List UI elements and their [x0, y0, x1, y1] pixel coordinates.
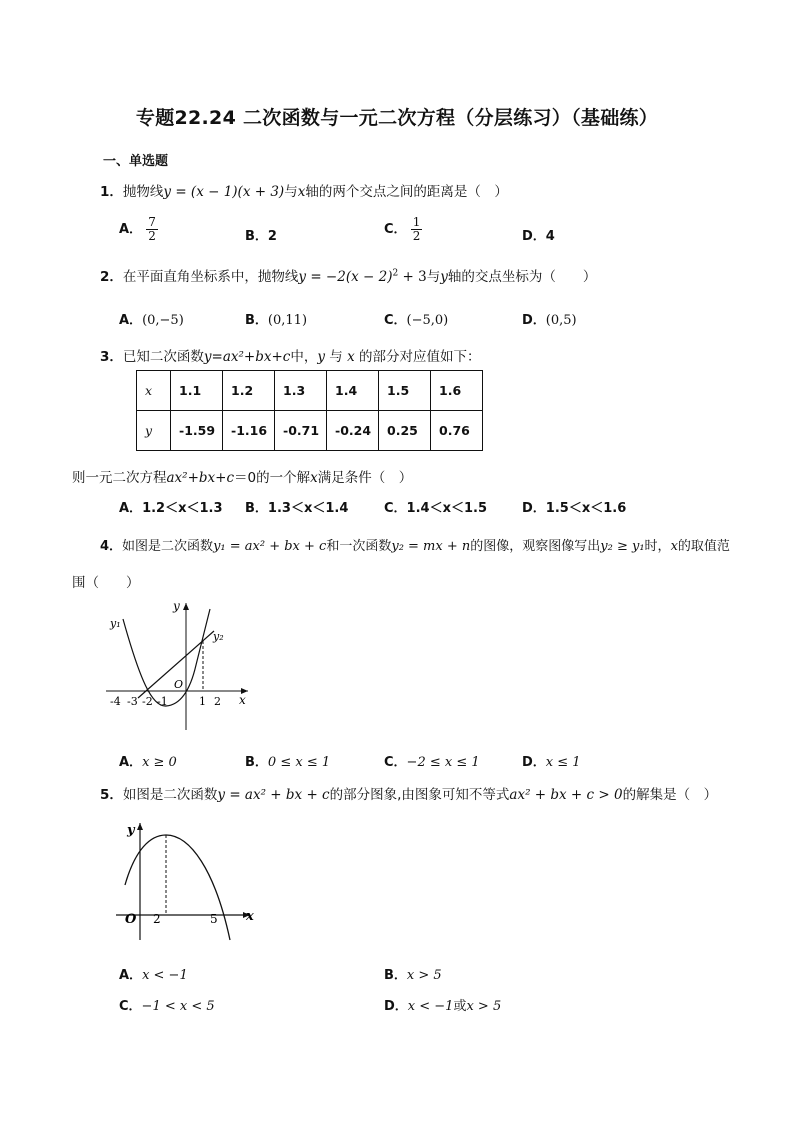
table-cell: 1.3	[275, 371, 327, 411]
option-b[interactable]	[245, 309, 307, 328]
question-4-line-2: 围（ ）	[72, 575, 140, 591]
option-value: (0,−5)	[142, 313, 184, 328]
question-number: 3．	[100, 349, 123, 365]
y-axis-arrow	[137, 823, 143, 830]
math-exponent: 2	[392, 268, 399, 279]
table-cell: 1.2	[223, 371, 275, 411]
fraction: $\frac{1}{2}$	[412, 215, 421, 243]
question-text: 轴的两个交点之间的距离是（ ）	[305, 184, 508, 200]
option-value: 1.4＜x＜1.5	[406, 501, 487, 516]
option-value: −2 ≤ x ≤ 1	[406, 755, 480, 770]
option-value: x < −1	[407, 999, 454, 1014]
math-expression: y = −2(x − 2)	[298, 269, 393, 285]
option-c[interactable]	[119, 995, 215, 1014]
option-value: 1.2＜x＜1.3	[142, 501, 223, 516]
table-cell: 0.25	[379, 411, 431, 451]
option-value: −1 < x < 5	[141, 999, 215, 1014]
option-value: x < −1	[142, 968, 188, 983]
question-3	[100, 345, 481, 365]
math-expression: y = ax² + bx + c	[217, 787, 330, 803]
option-d[interactable]	[522, 497, 626, 516]
question-text: 的图像，观察图像写出	[470, 539, 601, 554]
question-text: 则一元二次方程	[72, 470, 167, 486]
option-label: B．	[245, 313, 268, 328]
y-axis-arrow	[183, 603, 189, 610]
option-a[interactable]	[119, 964, 188, 983]
page-title: 专题22.24 二次函数与一元二次方程（分层练习）（基础练）	[135, 107, 659, 129]
option-value: x ≤ 1	[545, 755, 581, 770]
option-d[interactable]	[522, 225, 555, 244]
section-heading: 一、单选题	[103, 154, 169, 169]
option-value: 1.3＜x＜1.4	[267, 501, 349, 516]
math-expression: y₂ = mx + n	[391, 539, 471, 554]
option-c[interactable]	[384, 751, 480, 770]
table-cell: 1.6	[431, 371, 483, 411]
math-variable: x	[310, 470, 318, 486]
question-text: 的取值范	[677, 539, 730, 554]
question-text: 时，	[644, 539, 671, 554]
question-text: 与	[426, 269, 441, 285]
option-label: C．	[384, 222, 407, 237]
question-text: 与	[325, 349, 348, 365]
x-axis-label: x	[246, 909, 254, 924]
question-text: 的解集是（ ）	[622, 787, 718, 803]
option-label: C．	[384, 313, 407, 328]
option-label: D．	[522, 755, 546, 770]
question-3-line-2	[72, 466, 412, 486]
table-row	[137, 371, 483, 411]
question-number: 4．	[100, 539, 123, 554]
option-label: A．	[119, 222, 143, 237]
option-label: B．	[245, 755, 268, 770]
table-header-cell: y	[137, 411, 171, 451]
math-variable: x	[670, 539, 678, 554]
question-text: 中，	[290, 349, 318, 365]
question-1	[100, 180, 508, 200]
math-expression: ax² + bx + c > 0	[509, 787, 623, 803]
option-d[interactable]	[522, 309, 577, 328]
tick-label: -4	[110, 695, 121, 708]
question-text: 抛物线	[122, 184, 164, 200]
tick-label: 1	[199, 695, 206, 708]
math-variable: x	[297, 184, 306, 200]
tick-label: 2	[153, 912, 161, 926]
question-text: 满足条件（ ）	[317, 470, 413, 486]
option-value: 或	[453, 999, 467, 1014]
question-number: 5．	[100, 787, 123, 803]
question-text: 轴的交点坐标为（ ）	[447, 269, 597, 285]
option-d[interactable]	[384, 995, 501, 1014]
option-value: (0,11)	[267, 313, 308, 328]
option-b[interactable]	[384, 964, 442, 983]
table-cell: -1.59	[171, 411, 223, 451]
option-value: 4	[545, 229, 555, 244]
y1-label: y₁	[110, 617, 121, 630]
tick-label: 2	[214, 695, 221, 708]
option-value: 1.5＜x＜1.6	[545, 501, 627, 516]
tick-label: -2	[142, 695, 153, 708]
table-header-cell: x	[137, 371, 171, 411]
table-cell: 0.76	[431, 411, 483, 451]
value-table	[136, 370, 483, 451]
option-b[interactable]	[245, 497, 348, 516]
origin-label: O	[174, 678, 184, 691]
option-b[interactable]	[245, 751, 330, 770]
option-value: x > 5	[466, 999, 502, 1014]
question-text: 在平面直角坐标系中，抛物线	[122, 269, 299, 285]
question-5	[100, 783, 717, 803]
math-expression: y₁ = ax² + bx + c	[213, 539, 327, 554]
math-expression: y₂ ≥ y₁	[600, 539, 645, 554]
math-expression: ax²+bx+c	[166, 470, 235, 486]
math-variable: x	[347, 349, 355, 365]
option-c[interactable]	[384, 216, 422, 243]
option-label: D．	[522, 501, 546, 516]
table-row	[137, 411, 483, 451]
math-variable: y	[317, 349, 325, 365]
question-number: 1．	[100, 184, 123, 200]
y2-label: y₂	[213, 630, 224, 643]
option-label: B．	[245, 501, 268, 516]
option-label: D．	[522, 229, 546, 244]
option-value: 0 ≤ x ≤ 1	[267, 755, 331, 770]
question-text: 的部分对应值如下：	[354, 349, 481, 365]
origin-label: O	[125, 912, 137, 927]
option-value: (0,5)	[545, 313, 577, 328]
option-label: A．	[119, 968, 143, 983]
y-axis-label: y	[127, 823, 135, 838]
table-cell: 1.5	[379, 371, 431, 411]
math-expression: + 3	[398, 269, 427, 285]
option-a[interactable]	[119, 309, 184, 328]
option-a[interactable]	[119, 497, 223, 516]
question-text: 已知二次函数	[122, 349, 204, 365]
option-value: 2	[267, 229, 277, 244]
option-a[interactable]	[119, 751, 177, 770]
option-label: C．	[119, 999, 142, 1014]
y-axis-label: y	[173, 599, 180, 613]
option-label: A．	[119, 501, 143, 516]
option-label: A．	[119, 755, 143, 770]
question-2	[100, 265, 596, 285]
table-cell: 1.1	[171, 371, 223, 411]
tick-label: 5	[210, 912, 218, 926]
option-label: B．	[384, 968, 407, 983]
option-label: D．	[522, 313, 546, 328]
table-cell: -0.71	[275, 411, 327, 451]
math-variable: y	[440, 269, 448, 285]
option-label: C．	[384, 755, 407, 770]
option-label: A．	[119, 313, 143, 328]
question-4	[100, 535, 730, 554]
figure-q4-graph	[100, 595, 260, 740]
table-cell: -1.16	[223, 411, 275, 451]
option-a[interactable]	[119, 216, 158, 243]
table-cell: 1.4	[327, 371, 379, 411]
x-axis-label: x	[239, 693, 246, 707]
figure-q5-graph	[110, 815, 270, 945]
question-text: 和一次函数	[326, 539, 392, 554]
tick-label: -1	[157, 695, 168, 708]
option-label: B．	[245, 229, 268, 244]
math-expression: y=ax²+bx+c	[203, 349, 291, 365]
option-label: D．	[384, 999, 408, 1014]
question-text: 如图是二次函数	[122, 539, 214, 554]
question-text: 的部分图象,由图象可知不等式	[329, 787, 510, 803]
fraction: $\frac{7}{2}$	[148, 215, 156, 243]
question-number: 2．	[100, 269, 123, 285]
table-cell: -0.24	[327, 411, 379, 451]
question-text: 如图是二次函数	[122, 787, 218, 803]
option-value: (−5,0)	[406, 313, 449, 328]
tick-label: -3	[127, 695, 138, 708]
option-value: x > 5	[406, 968, 442, 983]
question-text: 与	[284, 184, 298, 200]
question-text: ＝0的一个解	[234, 470, 311, 486]
option-c[interactable]	[384, 309, 448, 328]
option-b[interactable]	[245, 225, 277, 244]
option-label: C．	[384, 501, 407, 516]
option-c[interactable]	[384, 497, 487, 516]
option-value: x ≥ 0	[142, 755, 177, 770]
math-expression: y = (x − 1)(x + 3)	[163, 184, 285, 200]
option-d[interactable]	[522, 751, 581, 770]
